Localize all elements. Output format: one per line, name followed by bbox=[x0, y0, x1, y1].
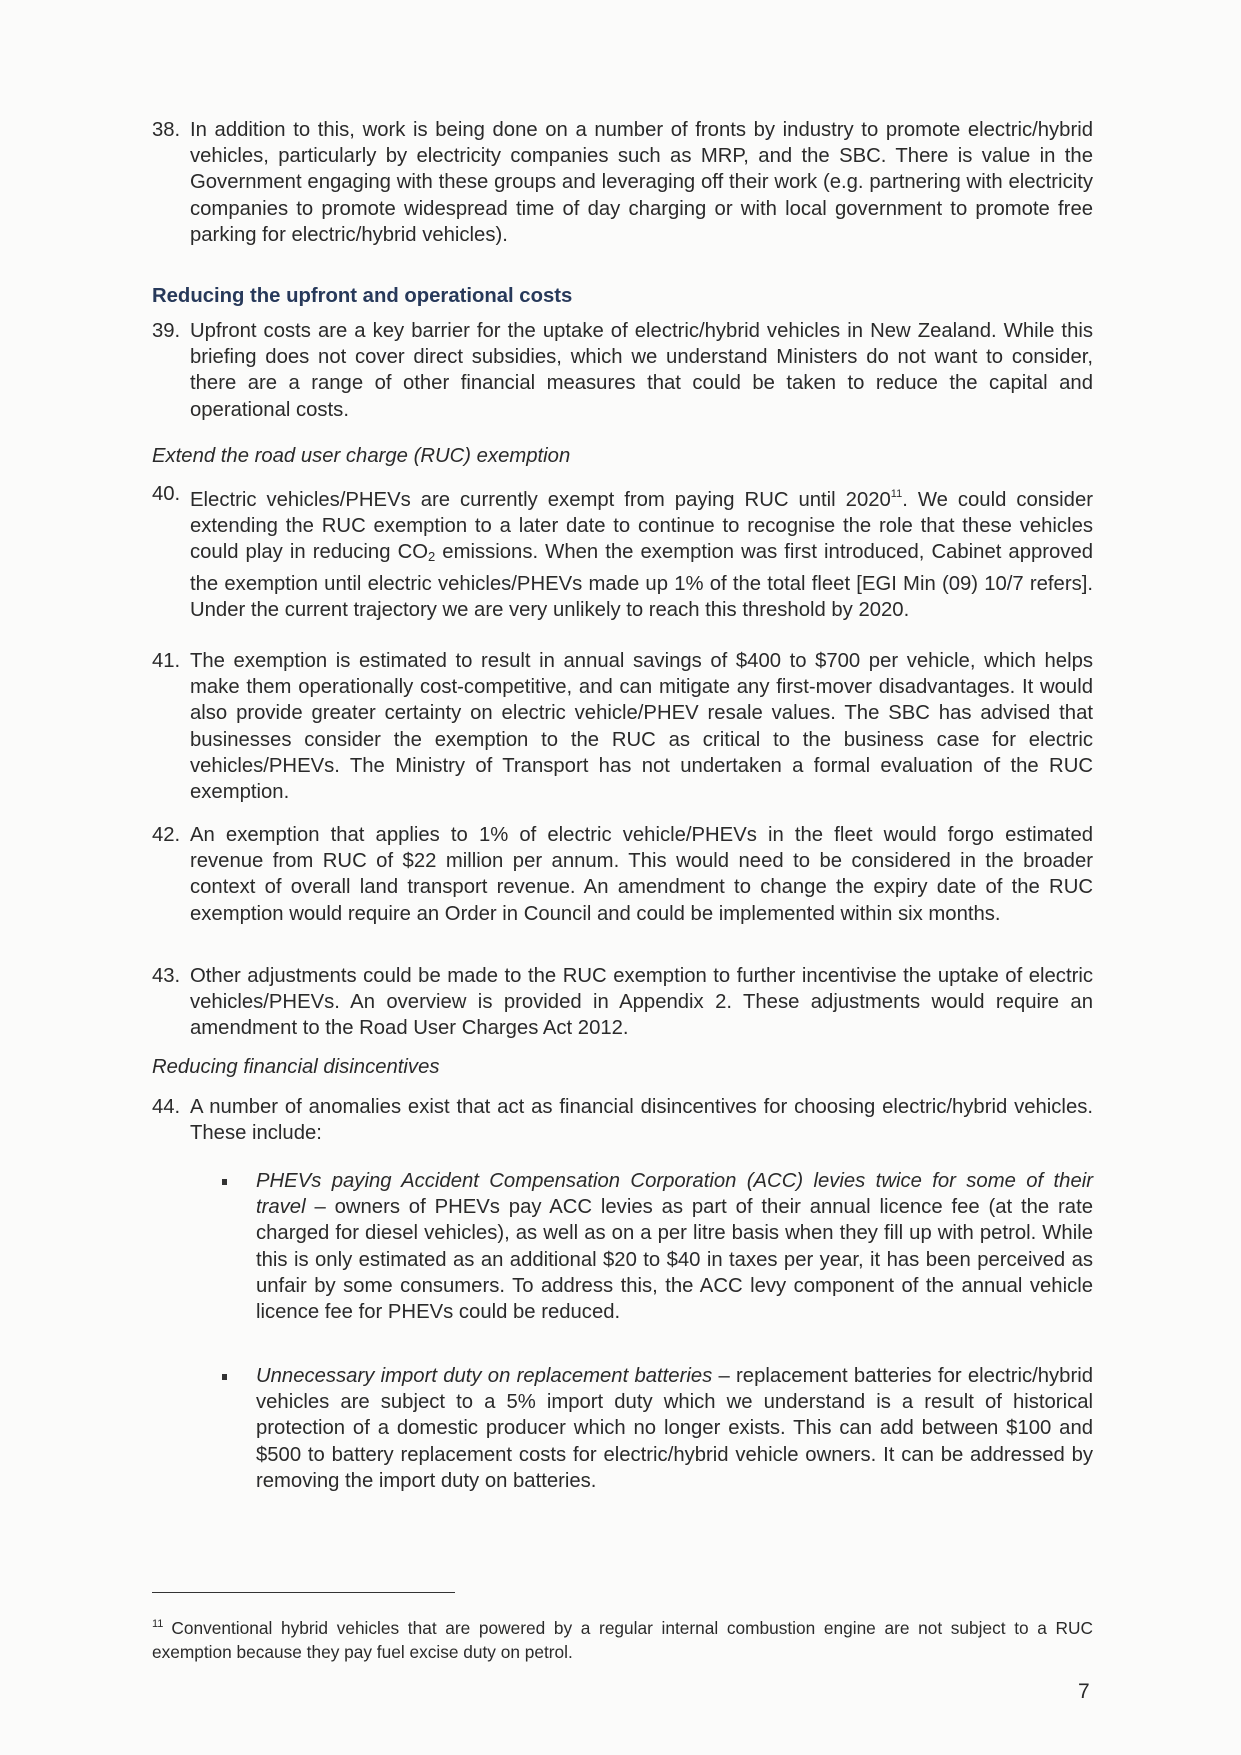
paragraph-text: An exemption that applies to 1% of electric vehicle/PHEVs in the fleet would forgo estimated revenue from RUC of $22 million per annum. This would need to be considered in the broader context of overall land transport revenue. An amendment to change the expiry date of the RUC exemption would require an Order in Council and could be implemented within six months. bbox=[190, 824, 1093, 925]
paragraph-text: A number of anomalies exist that act as financial disincentives for choosing electric/hybrid vehicles. These include: bbox=[190, 1096, 1093, 1145]
bullet-text bbox=[256, 1363, 1093, 1494]
paragraph-number: 44. bbox=[152, 1096, 181, 1118]
paragraph-39 bbox=[152, 318, 1093, 423]
bullet-title: Unnecessary import duty on replacement batteries bbox=[256, 1365, 713, 1387]
bullet-body: – replacement batteries for electric/hybrid vehicles are subject to a 5% import duty which we understand is a result of historical protection of a domestic producer which no longer exists. This can add between $100 and $500 to battery replacement costs for electric/hybrid vehicle owners. It can be addressed by removing the import duty on batteries. bbox=[256, 1365, 1093, 1492]
footnote-number: 11 bbox=[152, 1618, 164, 1630]
text-segment: . We could consider extending the RUC exemption to a later date to continue to recognise the role that these vehicles could play in reducing CO bbox=[190, 489, 1093, 564]
paragraph-text: Upfront costs are a key barrier for the uptake of electric/hybrid vehicles in New Zealand. While this briefing does not cover direct subsidies, which we understand Ministers do not want to consider, there are a range of other financial measures that could be taken to reduce the capital and operational costs. bbox=[190, 320, 1093, 421]
paragraph-number: 42. bbox=[152, 824, 181, 846]
paragraph-number: 38. bbox=[152, 119, 181, 141]
subheading-financial-disincentives: Reducing financial disincentives bbox=[152, 1056, 440, 1078]
footnote-reference[interactable]: 11 bbox=[890, 488, 903, 500]
bullet-body: – owners of PHEVs pay ACC levies as part of their annual licence fee (at the rate charged for diesel vehicles), as well as on a per litre basis when they fill up with petrol. While this is only estimated as an additional $20 to $40 in taxes per year, it has been perceived as unfair by some consumers. To address this, the ACC levy component of the annual vehicle licence fee for PHEVs could be reduced. bbox=[256, 1196, 1093, 1324]
text-segment: Electric vehicles/PHEVs are currently exempt from paying RUC until 2020 bbox=[190, 489, 891, 511]
bullet-item-acc-levies bbox=[216, 1168, 1093, 1325]
paragraph-43 bbox=[152, 963, 1093, 1042]
bullet-text bbox=[256, 1168, 1093, 1325]
footnote bbox=[152, 1613, 1093, 1664]
paragraph-text: The exemption is estimated to result in annual savings of $400 to $700 per vehicle, which helps make them operationally cost-competitive, and can mitigate any first-mover disadvantages. It would also provide greater certainty on electric vehicle/PHEV resale values. The SBC has advised that businesses consider the exemption to the RUC as critical to the business case for electric vehicles/PHEVs. The Ministry of Transport has not undertaken a formal evaluation of the RUC exemption. bbox=[190, 650, 1093, 804]
paragraph-number: 41. bbox=[152, 650, 181, 672]
paragraph-number: 40. bbox=[152, 483, 181, 505]
subscript: 2 bbox=[428, 549, 436, 565]
paragraph-38 bbox=[152, 117, 1093, 248]
page-number: 7 bbox=[1078, 1680, 1090, 1703]
paragraph-41 bbox=[152, 648, 1093, 805]
footnote-text: Conventional hybrid vehicles that are powered by a regular internal combustion engine are not subject to a RUC exemption because they pay fuel excise duty on petrol. bbox=[152, 1618, 1093, 1662]
subheading-ruc-exemption: Extend the road user charge (RUC) exemption bbox=[152, 445, 571, 467]
bullet-item-import-duty bbox=[216, 1363, 1093, 1494]
paragraph-number: 43. bbox=[152, 965, 181, 987]
bullet-icon bbox=[216, 1168, 256, 1325]
paragraph-42 bbox=[152, 822, 1093, 927]
paragraph-44 bbox=[152, 1094, 1093, 1146]
paragraph-text bbox=[190, 481, 1093, 623]
bullet-title: PHEVs paying Accident Compensation Corporation (ACC) levies twice for some of their travel bbox=[256, 1170, 1093, 1219]
paragraph-text: In addition to this, work is being done on a number of fronts by industry to promote electric/hybrid vehicles, particularly by electricity companies such as MRP, and the SBC. There is value in the Government engaging with these groups and leveraging off their work (e.g. partnering with electricity companies to promote widespread time of day charging or with local government to promote free parking for electric/hybrid vehicles). bbox=[190, 119, 1093, 246]
paragraph-number: 39. bbox=[152, 320, 181, 342]
footnote-separator bbox=[152, 1592, 455, 1593]
section-heading: Reducing the upfront and operational costs bbox=[152, 285, 573, 307]
paragraph-40 bbox=[152, 481, 1093, 623]
text-segment: emissions. When the exemption was first introduced, Cabinet approved the exemption until electric vehicles/PHEVs made up 1% of the total fleet [EGI Min (09) 10/7 refers]. Under the current trajectory we are very unlikely to reach this threshold by 2020. bbox=[190, 541, 1094, 621]
bullet-icon bbox=[216, 1363, 256, 1494]
paragraph-text: Other adjustments could be made to the RUC exemption to further incentivise the uptake of electric vehicles/PHEVs. An overview is provided in Appendix 2. These adjustments would require an amendment to the Road User Charges Act 2012. bbox=[190, 965, 1093, 1040]
